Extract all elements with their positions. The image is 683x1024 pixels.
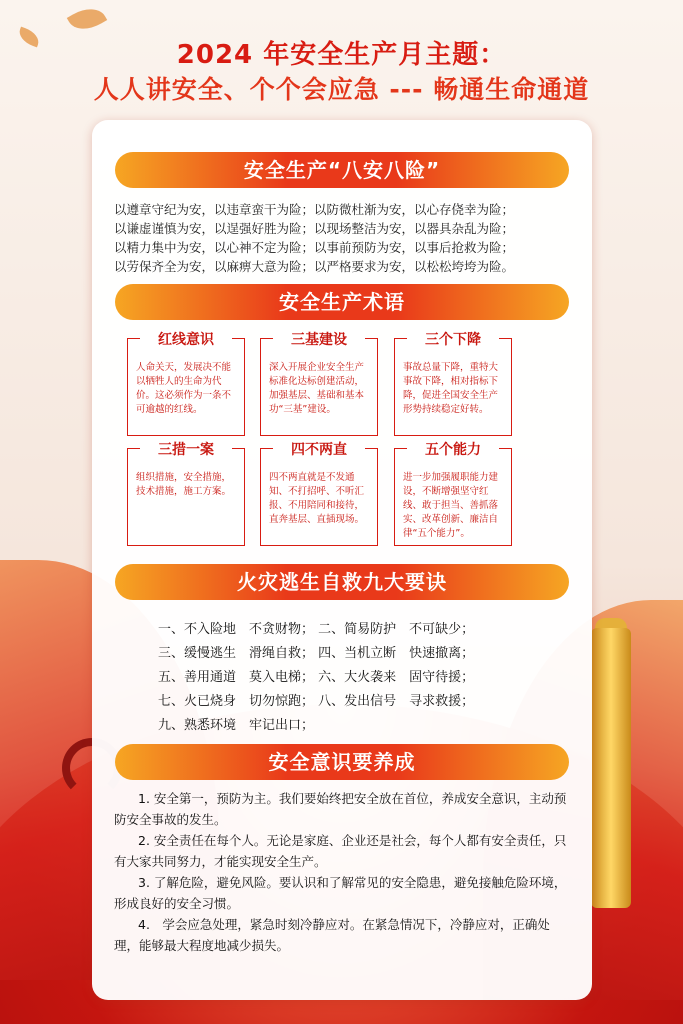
term-body: 组织措施，安全措施，技术措施，施工方案。 [136,472,232,497]
section-title-fire: 火灾逃生自救九大要诀 [115,564,569,600]
term-body: 进一步加强履职能力建设，不断增强坚守红线、敢于担当、善抓落实、改革创新、廉洁自律“五个能力”。 [403,472,499,539]
fire-line: 五、善用通道 莫入电梯； 六、大火袭来 固守待援； [158,670,475,685]
term-card [394,442,512,546]
eight-safe-list [114,200,574,276]
headline-line2: 人人讲安全、个个会应急 --- 畅通生命通道 [93,75,590,104]
awareness-paragraph: 1. 安全第一，预防为主。我们要始终把安全放在首位，养成安全意识，主动预防安全事故的发生。 [114,791,567,827]
fire-line: 七、火已烧身 切勿惊跑； 八、发出信号 寻求救援； [158,694,475,709]
term-title: 五个能力 [407,440,499,460]
content-card [92,120,592,1000]
term-title: 四不两直 [273,440,365,460]
awareness-paragraph: 3. 了解危险，避免风险。要认识和了解常见的安全隐患，避免接触危险环境，形成良好的安全习惯。 [114,875,567,911]
poster-headline [0,38,683,108]
awareness-paragraph: 2. 安全责任在每个人。无论是家庭、企业还是社会，每个人都有安全责任，只有大家共同努力，才能实现安全生产。 [114,833,567,869]
fire-escape-list [158,618,538,738]
fire-line: 九、熟悉环境 牢记出口； [158,718,315,733]
headline-line1: 2024 年安全生产月主题： [176,40,507,70]
term-body: 四不两直就是不发通知、不打招呼、不听汇报、不用陪同和接待，直奔基层、直插现场。 [269,472,365,525]
term-card [260,332,378,436]
leaf-icon [67,1,107,37]
eight-line: 以谦虚谨慎为安，以逞强好胜为险；以现场整洁为安，以器具杂乱为险； [114,221,515,236]
fire-line: 一、不入险地 不贪财物； 二、简易防护 不可缺少； [158,622,475,637]
term-card [127,332,245,436]
eight-line: 以遵章守纪为安，以违章蛮干为险；以防微杜渐为安，以心存侥幸为险； [114,202,515,217]
term-title: 三措一案 [140,440,232,460]
section-title-eight: 安全生产“八安八险” [115,152,569,188]
term-card [127,442,245,546]
term-title: 三基建设 [273,330,365,350]
eight-line: 以劳保齐全为安，以麻痹大意为险；以严格要求为安，以松松垮垮为险。 [114,259,515,274]
term-body: 人命关天，发展决不能以牺牲人的生命为代价。这必须作为一条不可逾越的红线。 [136,362,232,415]
term-card [394,332,512,436]
section-title-terms: 安全生产术语 [115,284,569,320]
term-body: 深入开展企业安全生产标准化达标创建活动，加强基层、基础和基本功“三基”建设。 [269,362,365,415]
fire-line: 三、缓慢逃生 滑绳自救； 四、当机立断 快速撤离； [158,646,475,661]
awareness-paragraph: 4. 学会应急处理，紧急时刻冷静应对。在紧急情况下，冷静应对，正确处理，能够最大程度地减少损失。 [114,917,550,953]
term-body: 事故总量下降，重特大事故下降，相对指标下降，促进全国安全生产形势持续稳定好转。 [403,362,499,415]
huabiao-pillar-icon [591,628,631,908]
term-title: 三个下降 [407,330,499,350]
section-title-awareness: 安全意识要养成 [115,744,569,780]
awareness-list [114,788,570,956]
eight-line: 以精力集中为安，以心神不定为险；以事前预防为安，以事后抢救为险； [114,240,515,255]
term-card [260,442,378,546]
term-title: 红线意识 [140,330,232,350]
